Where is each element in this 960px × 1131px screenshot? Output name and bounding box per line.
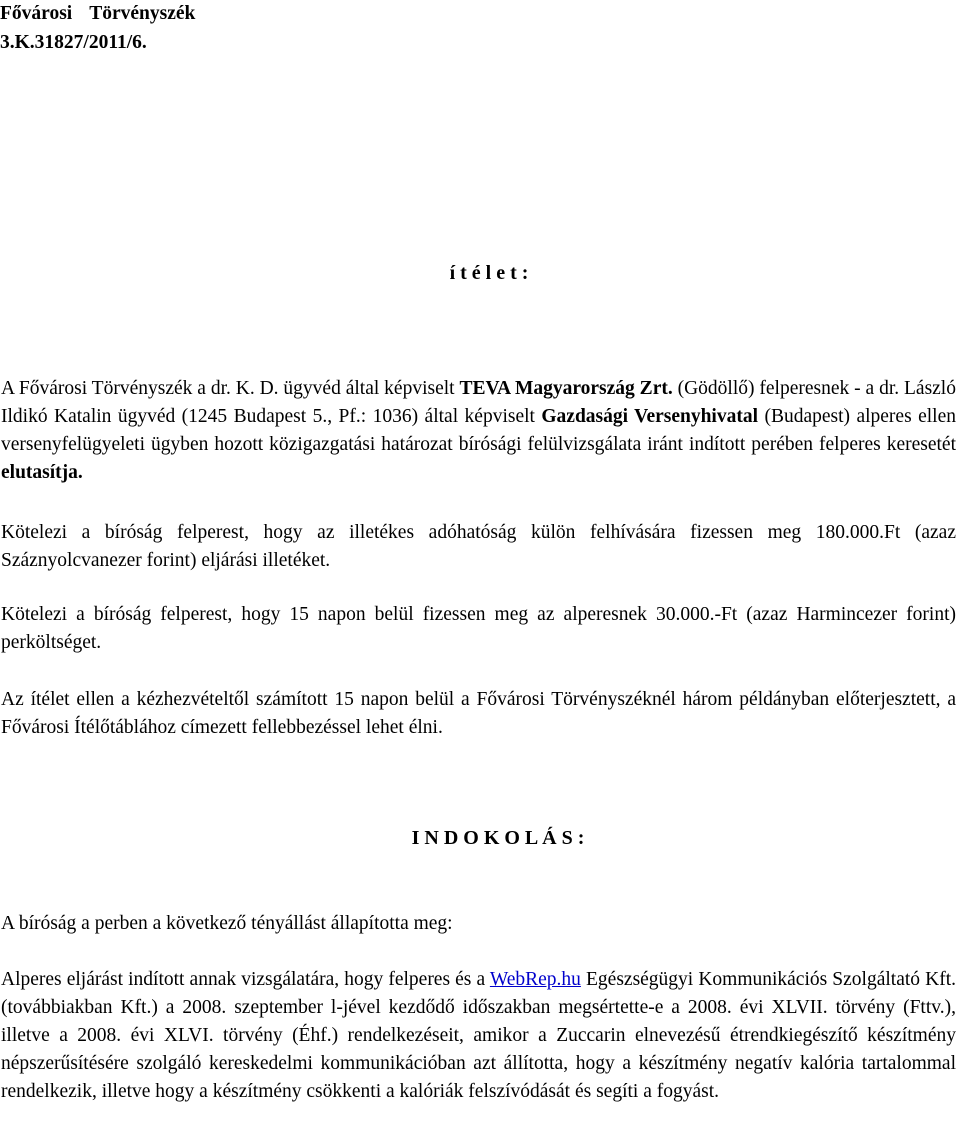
judgment-title: í t é l e t : — [449, 262, 529, 284]
fee-paragraph: Kötelezi a bíróság felperest, hogy az illetékes adóhatóság külön felhívására fizessen meg 180.000.Ft (azaz Száznyolcvanezer forint) eljárási illetéket. — [1, 522, 956, 571]
facts-text-1: Alperes eljárást indított annak vizsgálatára, hogy felperes és a — [1, 969, 490, 990]
appeal-paragraph: Az ítélet ellen a kézhezvételtől számított 15 napon belül a Fővárosi Törvényszéknél három példányban előterjesztett, a Fővárosi Ítélőtáblához címezett fellebbezéssel lehet élni. — [1, 689, 956, 738]
operative-paragraph — [1, 375, 956, 487]
court-name-word-1: Fővárosi — [0, 3, 73, 24]
costs-paragraph: Kötelezi a bíróság felperest, hogy 15 napon belül fizessen meg az alperesnek 30.000.-Ft (azaz Harmincezer forint) perköltséget. — [1, 604, 956, 653]
webrep-link[interactable]: WebRep.hu — [489, 969, 581, 990]
operative-text-1: A Fővárosi Törvényszék a dr. K. D. ügyvéd által képviselt — [1, 378, 460, 399]
court-name — [0, 2, 195, 26]
ruling-word: elutasítja — [1, 462, 78, 483]
plaintiff-name: TEVA Magyarország Zrt. — [459, 378, 673, 399]
facts-text-2: Egészségügyi Kommunikációs Szolgáltató Kft. (továbbiakban Kft.) a 2008. szeptember l-jével kezdődő időszakban megsértette-e a 2008. évi XLVII. törvény (Fttv.), illetve a 2008. évi XLVI. törvény (Éhf.) rendelkezéseit, amikor a Zuccarin elnevezésű étrendkiegészítő készítmény népszerűsítésére szolgáló kereskedelmi kommunikációban azt állította, hogy a készítmény negatív kalória tartalommal rendelkezik, illetve hogy a készítmény csökkenti a kalóriák felszívódását és segíti a fogyást. — [1, 969, 956, 1102]
facts-paragraph — [1, 966, 956, 1106]
reasons-title: I N D O K O L Á S : — [411, 827, 585, 849]
operative-text-3: (Budapest) alperes ellen versenyfelügyeleti ügyben hozott közigazgatási határozat bírósági felülvizsgálata iránt indított perében felperes keresetét — [1, 406, 956, 455]
operative-text-4: . — [77, 462, 83, 483]
facts-intro: A bíróság a perben a következő tényállást állapította meg: — [1, 913, 453, 934]
defendant-name: Gazdasági Versenyhivatal — [541, 406, 759, 427]
case-number: 3.K.31827/2011/6. — [0, 32, 147, 53]
operative-text-2: (Gödöllő) felperesnek - a dr. László Ildikó Katalin ügyvéd (1245 Budapest 5., Pf.: 1036) által képviselt — [1, 378, 956, 427]
court-name-word-2: Törvényszék — [89, 3, 196, 24]
